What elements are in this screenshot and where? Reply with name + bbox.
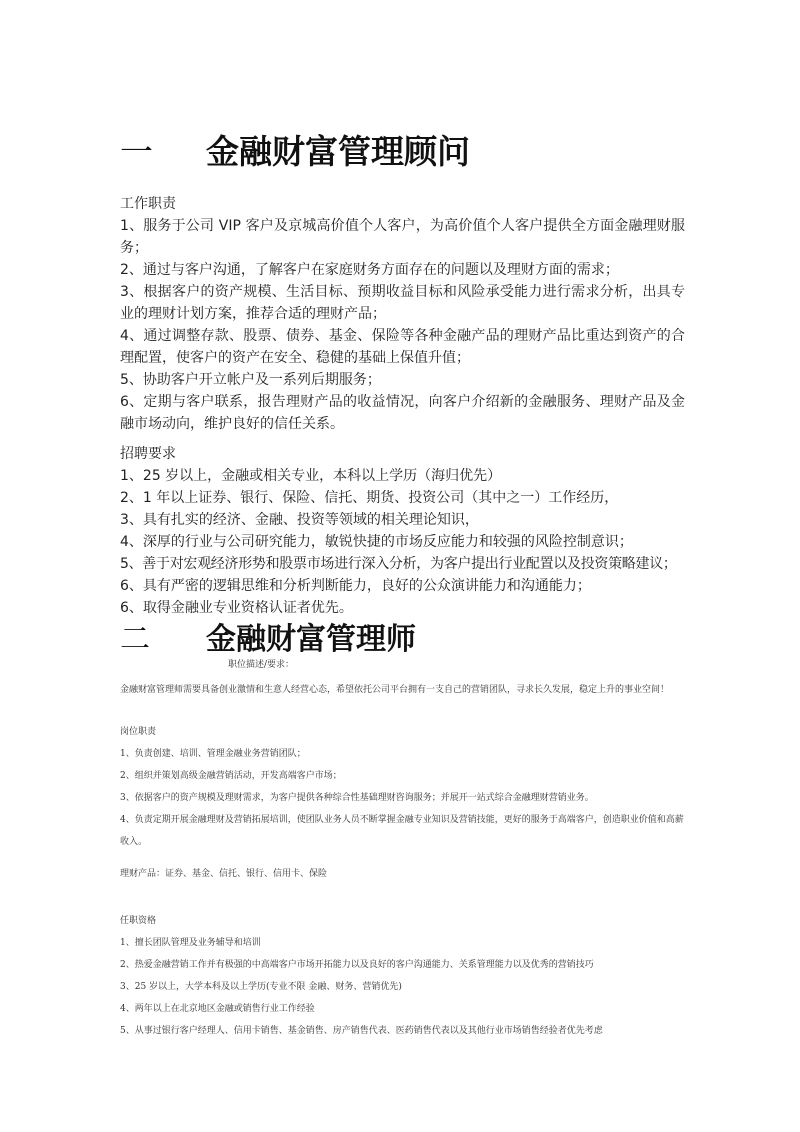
section2-responsibilities-heading: 岗位职责 <box>120 727 157 737</box>
section2-qualifications <box>120 910 685 1042</box>
section2-qualifications-heading: 任职资格 <box>120 916 157 926</box>
section2-responsibilities <box>120 721 685 853</box>
section2-products-text: 理财产品：证券、基金、信托、银行、信用卡、保险 <box>120 869 328 879</box>
section2-resp-item-2: 2、组织并策划高级金融营销活动，开发高端客户市场； <box>120 771 342 781</box>
section2-number: 二 <box>120 622 150 657</box>
section2-qual-item-3: 3、25 岁以上，大学本科及以上学历(专业不限 金融、财务、营销优先) <box>120 982 402 992</box>
section1-req-item-4: 4、深厚的行业与公司研究能力，敏锐快捷的市场反应能力和较强的风险控制意识； <box>120 534 633 550</box>
section1-responsibilities-heading: 工作职责 <box>120 196 176 212</box>
section1-title <box>120 126 470 173</box>
section1-req-item-1: 1、25 岁以上，金融或相关专业，本科以上学历（海归优先） <box>120 468 502 484</box>
section1-req-item-2: 2、1 年以上证券、银行、保险、信托、期货、投资公司（其中之一）工作经历， <box>120 490 619 506</box>
section2-qual-item-5: 5、从事过银行客户经理人、信用卡销售、基金销售、房产销售代表、医药销售代表以及其他行业市场销售经验者优先考虑 <box>120 1026 603 1036</box>
section1-req-item-3: 3、具有扎实的经济、金融、投资等领域的相关理论知识， <box>120 512 479 528</box>
section2-intro <box>120 680 685 700</box>
section2-resp-item-1: 1、负责创建、培训、管理金融业务营销团队； <box>120 749 306 759</box>
section2-qual-item-1: 1、擅长团队管理及业务辅导和培训 <box>120 938 261 948</box>
section1-title-text: 金融财富管理顾问 <box>206 132 470 171</box>
section1-number: 一 <box>120 132 153 171</box>
section1-resp-item-4: 4、通过调整存款、股票、债券、基金、保险等各种金融产品的理财产品比重达到资产的合理配置，使客户的资产在安全、稳健的基础上保值升值； <box>120 328 685 366</box>
section2-subtitle-text: 职位描述/要求： <box>228 660 295 670</box>
section2-title <box>120 614 416 658</box>
section1-requirements <box>120 443 685 619</box>
section2-products <box>120 866 685 879</box>
section1-resp-item-3: 3、根据客户的资产规模、生活目标、预期收益目标和风险承受能力进行需求分析，出具专业的理财计划方案，推荐合适的理财产品； <box>120 284 685 322</box>
section1-resp-item-2: 2、通过与客户沟通，了解客户在家庭财务方面存在的问题以及理财方面的需求； <box>120 262 619 278</box>
section2-qual-item-4: 4、两年以上在北京地区金融或销售行业工作经验 <box>120 1004 315 1014</box>
section2-resp-item-3: 3、依据客户的资产规模及理财需求，为客户提供各种综合性基础理财咨询服务；并展开一站式综合金融理财营销业务。 <box>120 793 594 803</box>
section1-req-item-6: 6、具有严密的逻辑思维和分析判断能力，良好的公众演讲能力和沟通能力； <box>120 578 591 594</box>
section2-intro-text: 金融财富管理师需要具备创业激情和生意人经营心态，希望依托公司平台拥有一支自己的营销团队，寻求长久发展，稳定上升的事业空间！ <box>120 685 670 695</box>
section1-req-item-7: 6、取得金融业专业资格认证者优先。 <box>120 600 353 616</box>
section2-title-text: 金融财富管理师 <box>206 622 416 657</box>
section1-resp-item-6: 6、定期与客户联系，报告理财产品的收益情况，向客户介绍新的金融服务、理财产品及金融市场动向，维护良好的信任关系。 <box>120 394 685 432</box>
section2-resp-item-4: 4、负责定期开展金融理财及营销拓展培训，使团队业务人员不断掌握金融专业知识及营销技能，更好的服务于高端客户，创造职业价值和高薪收入。 <box>120 815 684 847</box>
section1-req-item-5: 5、善于对宏观经济形势和股票市场进行深入分析，为客户提出行业配置以及投资策略建议； <box>120 556 677 572</box>
section1-resp-item-5: 5、协助客户开立帐户及一系列后期服务； <box>120 372 381 388</box>
section1-responsibilities <box>120 193 685 435</box>
section1-resp-item-1: 1、服务于公司 VIP 客户及京城高价值个人客户，为高价值个人客户提供全方面金融理财服务； <box>120 218 685 256</box>
section2-subtitle <box>228 657 528 670</box>
section1-requirements-heading: 招聘要求 <box>120 446 176 462</box>
section2-qual-item-2: 2、热爱金融营销工作并有极强的中高端客户市场开拓能力以及良好的客户沟通能力、关系管理能力以及优秀的营销技巧 <box>120 960 594 970</box>
